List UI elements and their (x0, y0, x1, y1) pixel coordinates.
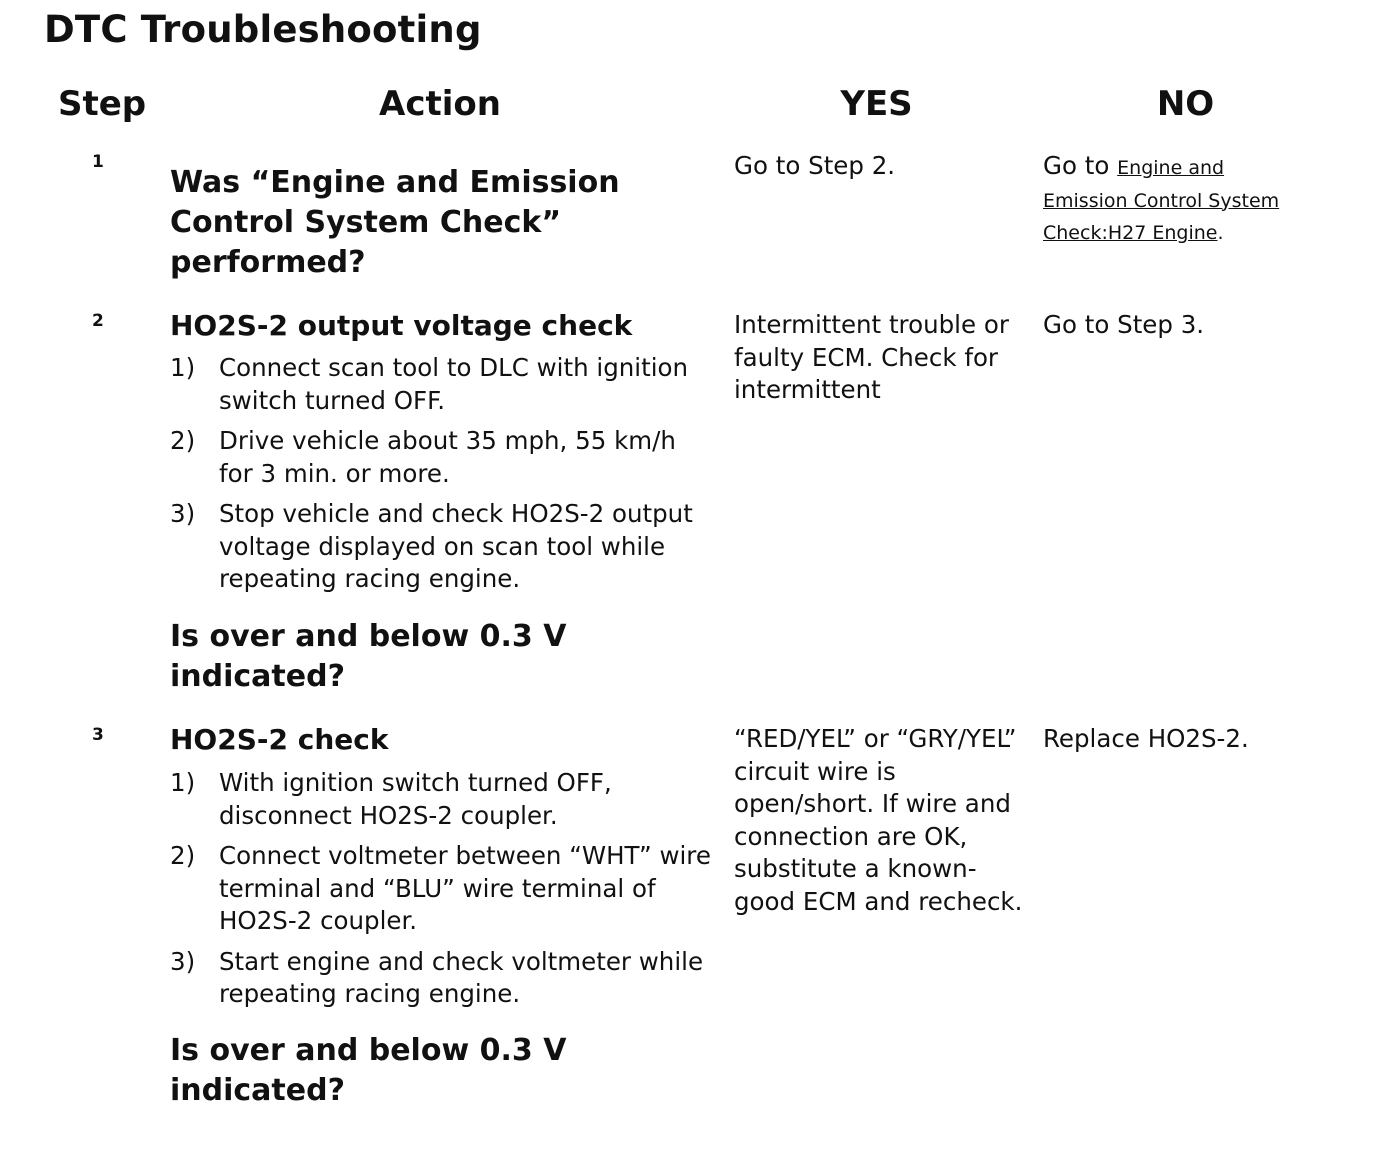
header-action: Action (379, 84, 501, 124)
list-item: 1) Connect scan tool to DLC with ignition switch turned OFF. (170, 353, 689, 415)
list-item: 1) With ignition switch turned OFF, disconnect HO2S-2 coupler. (170, 768, 612, 830)
step-1-no-link-engine-and[interactable]: Engine and (1117, 157, 1225, 179)
step-3-question: Is over and below 0.3 V indicated? (170, 1033, 567, 1108)
list-item: 2) Drive vehicle about 35 mph, 55 km/h for 3 min. or more. (170, 426, 676, 488)
step-3-action-title: HO2S-2 check (170, 723, 389, 756)
header-no: NO (1156, 84, 1215, 124)
step-number-1: 1 (92, 152, 104, 172)
header-yes: YES (840, 84, 913, 124)
step-1-no (1043, 150, 1343, 248)
step-1-yes: Go to Step 2. (734, 151, 896, 180)
header-step: Step (58, 84, 147, 124)
step-2-no: Go to Step 3. (1043, 310, 1205, 339)
step-2-question: Is over and below 0.3 V indicated? (170, 619, 567, 694)
step-1-question: Was “Engine and Emission Control System Check” performed? (170, 165, 620, 280)
step-number-2: 2 (92, 311, 104, 331)
list-item: 3) Start engine and check voltmeter while repeating racing engine. (170, 946, 704, 1008)
page-title: DTC Troubleshooting (44, 8, 482, 51)
step-1-no-prefix: Go to (1043, 151, 1110, 180)
step-3-yes: “RED/YEL” or “GRY/YEL” circuit wire is open/short. If wire and connection are OK, substitute a known-good ECM and recheck. (734, 724, 1023, 916)
step-2-yes: Intermittent trouble or faulty ECM. Check for intermittent (734, 310, 1009, 404)
list-item: 3) Stop vehicle and check HO2S-2 output voltage displayed on scan tool while repeating racing engine. (170, 499, 693, 593)
list-item: 2) Connect voltmeter between “WHT” wire terminal and “BLU” wire terminal of HO2S-2 coupler. (170, 841, 711, 935)
step-number-3: 3 (92, 725, 104, 745)
step-3-no: Replace HO2S-2. (1043, 724, 1249, 753)
step-1-no-suffix: . (1217, 222, 1224, 244)
step-1-no-link-check-h27[interactable]: Check:H27 Engine (1043, 222, 1218, 244)
step-1-no-link-emission-control[interactable]: Emission Control System (1043, 189, 1280, 212)
step-3-action-list (170, 767, 715, 1019)
step-2-action-title: HO2S-2 output voltage check (170, 309, 633, 342)
step-2-action-list (170, 352, 715, 604)
